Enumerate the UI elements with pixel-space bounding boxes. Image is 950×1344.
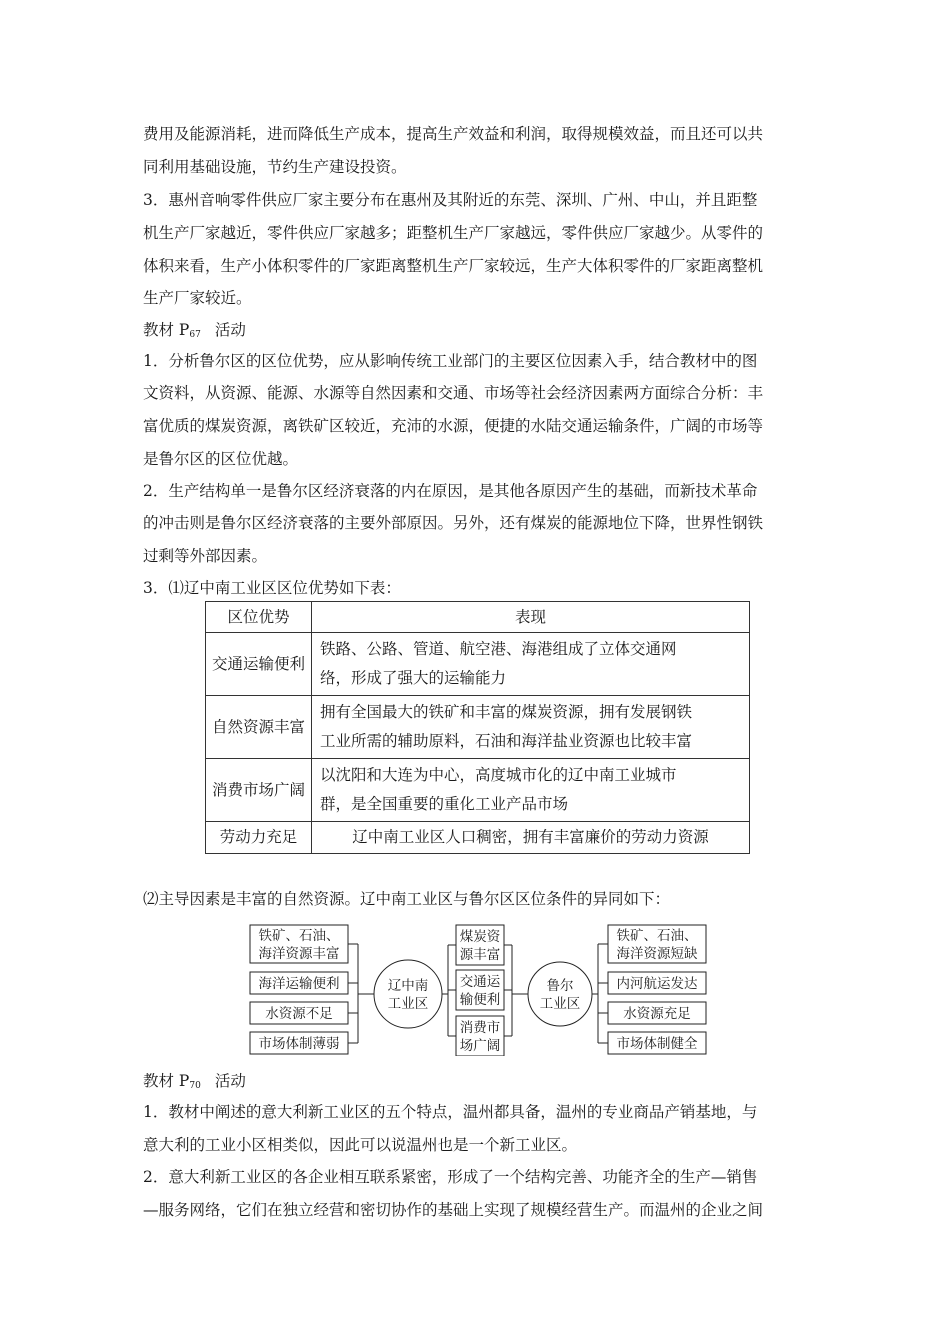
table-value-cell	[312, 633, 750, 696]
cell-line: 络，形成了强大的运输能力	[320, 669, 507, 687]
left-item-label: 海洋运输便利	[258, 976, 340, 992]
section-heading	[143, 1071, 815, 1096]
table-value-cell	[312, 759, 750, 822]
text-line: 2．意大利新工业区的各企业相互联系紧密，形成了一个结构完善、功能齐全的生产—销售	[143, 1168, 758, 1186]
text-line: 文资料，从资源、能源、水源等自然因素和交通、市场等社会经济因素两方面综合分析：丰	[143, 384, 764, 402]
table-key-cell: 消费市场广阔	[206, 759, 312, 822]
table-header-row	[206, 602, 750, 633]
middle-item-label: 源丰富	[459, 947, 501, 963]
section-heading	[143, 320, 815, 345]
cell-line: 工业所需的辅助原料，石油和海洋盐业资源也比较丰富	[320, 732, 693, 750]
text-line: 2．生产结构单一是鲁尔区经济衰落的内在原因，是其他各原因产生的基础，而新技术革命	[143, 482, 758, 500]
right-center-circle	[528, 962, 592, 1026]
section-label: 活动	[214, 321, 246, 339]
table-key-cell: 交通运输便利	[206, 633, 312, 696]
text-line: 3．惠州音响零件供应厂家主要分布在惠州及其附近的东莞、深圳、广州、中山，并且距整	[143, 191, 758, 209]
text-line: 生产厂家较近。	[143, 289, 252, 307]
text-line: 机生产厂家越近，零件供应厂家越多；距整机生产厂家越远，零件供应厂家越少。从零件的	[143, 224, 764, 242]
cell-line: 拥有全国最大的铁矿和丰富的煤炭资源，拥有发展钢铁	[320, 703, 693, 721]
text-line: 的冲击则是鲁尔区经济衰落的主要外部原因。另外，还有煤炭的能源地位下降，世界性钢铁	[143, 514, 764, 532]
middle-item-label: 煤炭资	[459, 929, 501, 945]
text-line: —服务网络，它们在独立经营和密切协作的基础上实现了规模经营生产。而温州的企业之间	[143, 1201, 764, 1219]
section-prefix: 教材 P	[143, 1072, 190, 1090]
text-line: ⑵主导因素是丰富的自然资源。辽中南工业区与鲁尔区区位条件的异同如下：	[143, 890, 671, 908]
text-line: 费用及能源消耗，进而降低生产成本，提高生产效益和利润，取得规模效益，而且还可以共	[143, 125, 764, 143]
section-prefix: 教材 P	[143, 321, 190, 339]
left-center-label: 辽中南	[387, 978, 429, 994]
table-row	[206, 822, 750, 854]
right-item-label: 铁矿、石油、	[616, 928, 698, 944]
middle-item-label: 输便利	[459, 992, 501, 1008]
left-center-circle	[374, 960, 442, 1028]
right-center-label: 鲁尔	[546, 978, 574, 994]
table-header-cell: 表现	[312, 602, 750, 633]
comparison-diagram	[248, 922, 708, 1056]
cell-line: 以沈阳和大连为中心，高度城市化的辽中南工业城市	[320, 766, 677, 784]
table-header-cell: 区位优势	[206, 602, 312, 633]
middle-item-label: 场广阔	[459, 1038, 501, 1054]
left-item-label: 水资源不足	[265, 1006, 333, 1022]
table-row	[206, 759, 750, 822]
section-page-number: 67	[189, 330, 201, 340]
cell-line: 辽中南工业区人口稠密，拥有丰富廉价的劳动力资源	[352, 828, 709, 846]
right-center-label: 工业区	[539, 996, 581, 1012]
middle-item-label: 消费市	[459, 1020, 501, 1036]
text-line: 3．⑴辽中南工业区区位优势如下表：	[143, 579, 401, 597]
table-value-cell	[312, 822, 750, 854]
right-item-label: 市场体制健全	[616, 1036, 698, 1052]
middle-item-label: 交通运	[459, 974, 501, 990]
table-key-cell: 劳动力充足	[206, 822, 312, 854]
right-item-label: 内河航运发达	[616, 976, 698, 992]
right-item-label: 海洋资源短缺	[616, 946, 698, 962]
table-row	[206, 633, 750, 696]
table-value-cell	[312, 696, 750, 759]
cell-line: 铁路、公路、管道、航空港、海港组成了立体交通网	[320, 640, 677, 658]
left-item-label: 铁矿、石油、	[258, 928, 340, 944]
text-line: 富优质的煤炭资源，离铁矿区较近，充沛的水源，便捷的水陆交通运输条件，广阔的市场等	[143, 417, 764, 435]
location-advantage-table	[205, 601, 750, 854]
text-line: 同利用基础设施，节约生产建设投资。	[143, 158, 407, 176]
section-label: 活动	[214, 1072, 246, 1090]
text-line: 意大利的工业小区相类似，因此可以说温州也是一个新工业区。	[143, 1136, 578, 1154]
text-line: 1．教材中阐述的意大利新工业区的五个特点，温州都具备，温州的专业商品产销基地，与	[143, 1103, 758, 1121]
text-line: 过剩等外部因素。	[143, 547, 268, 565]
text-line: 体积来看，生产小体积零件的厂家距离整机生产厂家较远，生产大体积零件的厂家距离整机	[143, 257, 764, 275]
left-item-label: 市场体制薄弱	[258, 1036, 340, 1052]
section-page-number: 70	[189, 1081, 201, 1091]
right-item-label: 水资源充足	[623, 1006, 691, 1022]
table-row	[206, 696, 750, 759]
text-line: 是鲁尔区的区位优越。	[143, 450, 299, 468]
left-center-label: 工业区	[387, 996, 429, 1012]
left-item-label: 海洋资源丰富	[258, 946, 340, 962]
cell-line: 群，是全国重要的重化工业产品市场	[320, 795, 569, 813]
text-line: 1．分析鲁尔区的区位优势，应从影响传统工业部门的主要区位因素入手，结合教材中的图	[143, 352, 758, 370]
table-key-cell: 自然资源丰富	[206, 696, 312, 759]
